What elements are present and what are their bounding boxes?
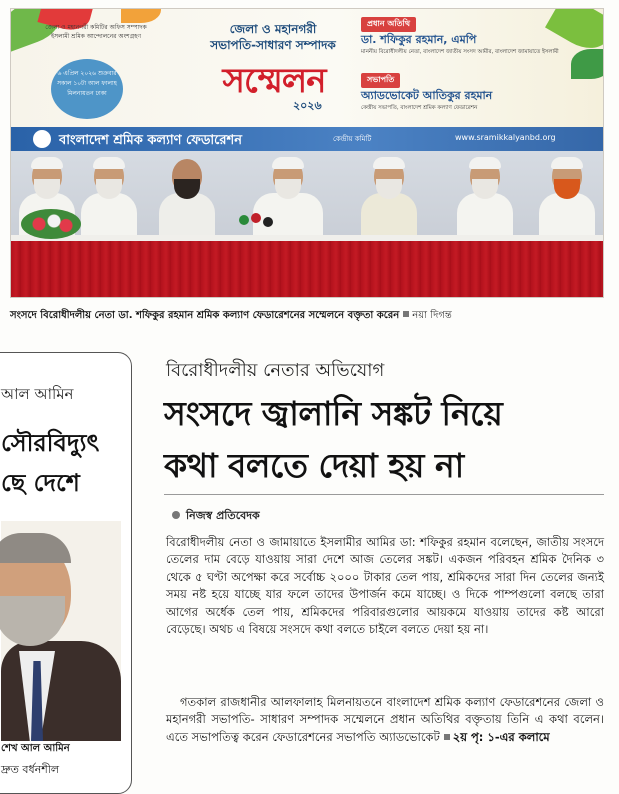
sidebar-headline-line2: ছে দেশে (1, 469, 80, 497)
microphone-icon (251, 213, 261, 223)
article-headline-line1: সংসদে জ্বালানি সঙ্কট নিয়ে (164, 394, 503, 433)
table-cloth (11, 241, 603, 297)
microphone-icon (239, 215, 249, 225)
person-figure (539, 159, 595, 241)
person-figure (457, 159, 513, 241)
photo-caption (10, 308, 610, 325)
byline-text: নিজস্ব প্রতিবেদক (186, 509, 260, 522)
sidebar-text: দ্রুত বর্ধনশীল (1, 763, 60, 776)
president-label: সভাপতি (361, 73, 400, 88)
article-headline-line2: কথা বলতে দেয়া হয় না (164, 446, 464, 485)
organization-logo (33, 130, 51, 148)
event-banner (11, 9, 603, 127)
person-figure (159, 159, 215, 241)
sidebar-author: আল আমিন (1, 385, 74, 403)
organization-location: কেন্দ্রীয় কমিটি (333, 135, 372, 143)
square-bullet-icon (444, 734, 450, 740)
person-figure (361, 159, 417, 241)
president-name: অ্যাডভোকেট আতিকুর রহমান (361, 89, 493, 102)
paragraph-2-text: গতকাল রাজধানীর আলফালাহ মিলনায়তনে বাংলাদেশ শ্রমিক কল্যাণ ফেডারেশনের জেলা ও মহানগরী সভাপতি- সাধারণ সম্পাদক সম্মেলনে প্রধান অতিথির বক্তৃতায় তিনি এ কথা বলেন। এতে সভাপতিত্ব করেন ফেডারেশনের সভাপতি অ্যাডভোকেট (166, 695, 604, 744)
microphone-icon (263, 217, 273, 227)
event-date-badge: ৬ এপ্রিল ২০২৬ শুক্রবার সকাল ১০টা আল ফালাহ মিলনায়তন ঢাকা (51, 59, 123, 119)
organization-name: বাংলাদেশ শ্রমিক কল্যাণ ফেডারেশন (59, 133, 242, 148)
article-paragraph-2 (166, 694, 604, 746)
sidebar-portrait (1, 521, 121, 735)
article-paragraph-1: বিরোধীদলীয় নেতা ও জামায়াতে ইসলামীর আমির ডা: শফিকুর রহমান বলেছেন, জাতীয় সংসদে তেলের দাম বেড়ে যাওয়ায় সারা দেশে আজ তেলের সঙ্কট। একজন পরিবহন শ্রমিক দৈনিক ৩ থেকে ৫ ঘণ্টা অপেক্ষা করে সর্বোচ্চ ২০০০ টাকার তেল পায়, শ্রমিকদের সারা দিন তেলের জন্যই সময় নষ্ট হয়ে যাচ্ছে যার ফলে তাদের উপার্জন কমে যাচ্ছে। ও দিকে পাম্পগুলো বলছে তারা আগের অর্ধেক তেল পায়, শ্রমিকদের পরিবারগুলোর আয়কমে যাওয়ায় তাদের কষ্ট আরো বেড়েছে। অথচ এ বিষয়ে সংসদে কথা বলতে চাইলে বলতে দেয়া হয় না। (166, 535, 604, 637)
caption-text: সংসদে বিরোধীদলীয় নেতা ডা. শফিকুর রহমান শ্রমিক কল্যাণ ফেডারেশনের সম্মেলনে বক্তৃতা করেন (10, 310, 400, 321)
banner-year: ২০২৬ (293, 99, 322, 112)
banner-top-note: জেলা ও মহানগরী কমিটির অফিস সম্পাদক ইসলামী শ্রমিক আন্দোলনের অংশগ্রহণ (45, 24, 147, 40)
banner-line2: সভাপতি-সাধারণ সম্পাদক (210, 38, 336, 52)
byline (172, 507, 260, 526)
organization-bar (11, 127, 603, 151)
sidebar-photo-name: শেখ আল আমিন (1, 743, 70, 754)
president-desc: কেন্দ্রীয় সভাপতি, বাংলাদেশ শ্রমিক কল্যাণ ফেডারেশন (361, 105, 478, 111)
banner-title: সম্মেলন (222, 61, 326, 101)
news-photo (10, 8, 604, 298)
flower-bouquet (21, 209, 81, 239)
organization-website: www.sramikkalyanbd.org (455, 133, 556, 142)
speaker-figure (253, 159, 323, 241)
sidebar-story (0, 352, 132, 794)
chief-guest-label: প্রধান অতিথি (361, 17, 416, 32)
banner-line1: জেলা ও মহানগরী (229, 22, 317, 36)
person-figure (81, 159, 137, 241)
article-kicker: বিরোধীদলীয় নেতার অভিযোগ (166, 360, 385, 381)
square-bullet-icon (403, 311, 409, 317)
chief-guest-desc: মাননীয় বিরোধীদলীয় নেতা, বাংলাদেশ জাতীয় সংসদ আমীর, বাংলাদেশ জামায়াতে ইসলামী (361, 49, 559, 55)
sidebar-headline-line1: সৌরবিদ্যুৎ (1, 429, 100, 457)
photo-source: নয়া দিগন্ত (412, 310, 452, 321)
jump-reference: ২য় পৃ: ১-এর কলামে (452, 729, 550, 744)
headline-divider (164, 494, 604, 495)
chief-guest-name: ডা. শফিকুর রহমান, এমপি (361, 33, 477, 46)
bullet-dot-icon (172, 511, 180, 519)
